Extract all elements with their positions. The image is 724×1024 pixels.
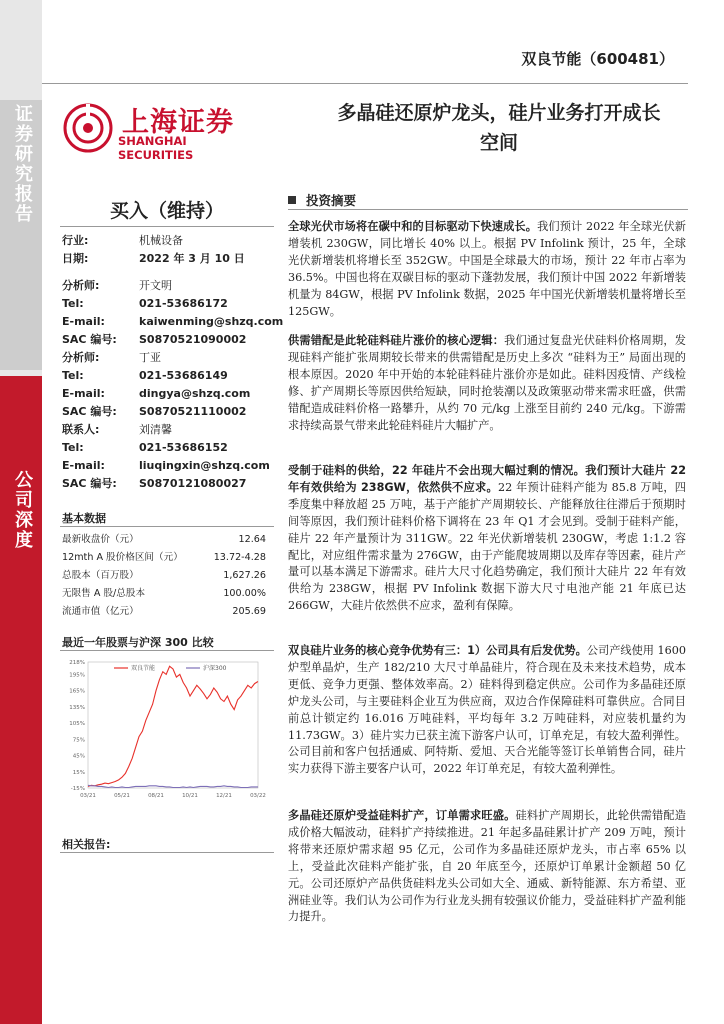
table-row — [62, 603, 266, 621]
analyst-row — [62, 457, 283, 475]
data-label: 最新收盘价（元） — [62, 534, 139, 545]
legend-label: 沪深300 — [203, 665, 227, 672]
analyst-label: 分析师: — [62, 351, 100, 364]
analyst-value: 021-53686149 — [139, 369, 228, 382]
table-row — [62, 567, 266, 585]
report-title — [290, 98, 708, 158]
analyst-value: S0870121080027 — [139, 477, 247, 490]
info-value: 机械设备 — [139, 234, 183, 247]
paragraph-body: 我们预计 2022 年全球光伏新增装机 230GW，同比增长 40% 以上。根据 PV Infolink 预计，25 年，全球光伏新增装机将增长至 352GW。中国是全球最大的市场，预计 22 年市占率为 36.5%。中国也将在双碳目标的驱动下蓬勃发展，我们预计中国 2022 年新增装机量为 84GW，根据 PV Infolink 数据，2025 年中国光伏新增装机量将增长至 125GW。 — [288, 220, 686, 318]
analyst-label: 分析师: — [62, 279, 100, 292]
summary-paragraph — [288, 808, 686, 926]
analyst-value: 021-53686152 — [139, 441, 228, 454]
summary-divider — [288, 209, 688, 210]
report-title-line: 空间 — [479, 132, 518, 154]
x-tick-label: 12/21 — [216, 793, 232, 799]
analyst-row — [62, 313, 283, 331]
report-info — [62, 232, 283, 493]
analyst-label: Tel: — [62, 441, 84, 454]
summary-paragraph — [288, 219, 686, 320]
analyst-value: S0870521090002 — [139, 333, 247, 346]
x-tick-label: 08/21 — [148, 793, 164, 799]
paragraph-body: 硅料扩产周期长，此轮供需错配造成价格大幅波动，硅料扩产持续推进。21 年起多晶硅累计扩产 209 万吨，预计将带来还原炉需求超 95 亿元，公司作为多晶硅还原炉龙头，市占率 65% 以上，受益此次硅料产能扩张，自 20 年底至今，还原炉订单累计金额超 50 亿元。公司还原炉产品供货硅料龙头公司如大全、通威、新特能源、东方希望、亚洲硅业等。我们认为公司作为行业龙头拥有较强议价能力，受益硅料扩产盈利能力提升。 — [288, 809, 686, 924]
data-value: 12.64 — [238, 534, 266, 545]
analyst-row — [62, 277, 283, 295]
stock-price-line — [88, 666, 258, 786]
data-value: 205.69 — [232, 606, 266, 617]
analyst-row — [62, 439, 283, 457]
summary-heading — [288, 191, 356, 209]
analyst-label: E-mail: — [62, 387, 105, 400]
data-value: 13.72-4.28 — [213, 552, 266, 563]
stock-comparison-chart — [58, 654, 272, 802]
info-label: 日期: — [62, 252, 89, 265]
analyst-value: 丁亚 — [139, 351, 161, 364]
basic-data-table — [62, 531, 266, 621]
related-divider — [60, 852, 274, 853]
table-row — [62, 531, 266, 549]
info-row — [62, 250, 283, 268]
table-row — [62, 585, 266, 603]
analyst-label: SAC 编号: — [62, 477, 117, 490]
chart-frame — [88, 662, 258, 788]
analyst-label: Tel: — [62, 297, 84, 310]
analyst-value: 021-53686172 — [139, 297, 228, 310]
info-row — [62, 232, 283, 250]
y-tick-label: 75% — [72, 737, 85, 744]
logo-emblem-icon — [62, 102, 114, 154]
analyst-row — [62, 475, 283, 493]
analyst-row — [62, 385, 283, 403]
report-title-line: 多晶硅还原炉龙头，硅片业务打开成长 — [337, 102, 661, 124]
y-tick-label: -15% — [70, 786, 85, 792]
summary-paragraph — [288, 463, 686, 615]
basic-data-title: 基本数据 — [62, 512, 106, 525]
legend-label: 双良节能 — [131, 665, 156, 672]
x-tick-label: 03/22 — [250, 793, 266, 799]
header-divider — [42, 83, 688, 84]
paragraph-body: 我们通过复盘光伏硅料价格周期，发现硅料产能扩张周期较长带来的供需错配是历史上多次 “硅料为王” 局面出现的根本原因。2020 年中开始的本轮硅料硅片涨价亦是如此。硅料因疫情、产线检修、扩产周期长等原因供给短缺，同时抢装潮以及政策驱动带来需求旺盛，供需错配造成硅料价格一路攀升，从约 70 元/kg 上涨至目前约 240 元/kg。下游需求持续高景气带来此轮硅料硅片大幅扩产。 — [288, 334, 686, 432]
basic-data-divider — [60, 526, 274, 527]
paragraph-lead: 受制于硅料的供给，22 年硅片不会出现大幅过剩的情况。我们预计大硅片 22 年有效供给为 238GW，依然供不应求。 — [288, 464, 686, 494]
summary-paragraph — [288, 643, 686, 778]
analyst-email[interactable]: kaiwenming@shzq.com — [139, 315, 284, 328]
analyst-row — [62, 349, 283, 367]
paragraph-lead: 多晶硅还原炉受益硅料扩产，订单需求旺盛。 — [288, 809, 516, 822]
analyst-value: S0870521110002 — [139, 405, 247, 418]
logo-en-text: SHANGHAI SECURITIES — [118, 134, 194, 162]
analyst-email[interactable]: dingya@shzq.com — [139, 387, 251, 400]
analyst-label: E-mail: — [62, 459, 105, 472]
y-tick-label: 195% — [69, 672, 85, 679]
analyst-row — [62, 295, 283, 313]
sidebar-report-type: 证券研究报告 — [12, 104, 33, 224]
chart-title: 最近一年股票与沪深 300 比较 — [62, 636, 214, 649]
sidebar-section-label: 公司深度 — [12, 470, 33, 550]
analyst-label: 联系人: — [62, 423, 100, 436]
paragraph-body: 公司产线使用 1600 炉型单晶炉，生产 182/210 大尺寸单晶硅片，符合现在及未来技术趋势，成本更低、竞争力更强、整体效率高。2）硅料得到稳定供应。公司作为多晶硅还原炉龙头公司，与主要硅料企业互为供应商，双边合作保障硅料可靠供应。合同目前总计锁定约 16.016 万吨硅料，平均每年 3.2 万吨硅料，对应装机量约为 11.73GW。3）硅片实力已获主流下游客户认可，订单充足，有较大盈利弹性。公司目前和客户包括通威、阿特斯、爱旭、天合光能等签订长单销售合同，硅片实力获得下游主要客户认可，2022 年订单充足，有较大盈利弹性。 — [288, 644, 687, 776]
y-tick-label: 135% — [69, 704, 85, 711]
company-logo — [62, 100, 252, 160]
data-label: 流通市值（亿元） — [62, 606, 139, 617]
paragraph-body: 22 年预计硅料产能为 85.8 万吨，四季度集中释放超 25 万吨，基于产能扩产周期较长、产能释放往往滞后于预期时间等原因，我们预计硅料价格下调将在 23 年 Q1 才会见到。受制于硅料产能，硅片 22 年产量预计为 311GW。22 年光伏新增装机 230GW，考虑 1:1.2 容配比，对应组件需求量为 276GW，由于产能爬坡周期以及库存等因素，硅片产量可以基本满足下游需求。硅片大尺寸化趋势确定，我们预计大硅片 22 年有效供给为 238GW，根据 PV Infolink 数据下游大尺寸电池产能 21 年底已达 266GW，大硅片依然供不应求，盈利有保障。 — [288, 480, 686, 613]
x-tick-label: 03/21 — [80, 793, 96, 799]
analyst-value: 刘清馨 — [139, 423, 172, 436]
y-tick-label: 45% — [72, 753, 85, 760]
y-tick-label: 218% — [69, 660, 85, 666]
info-label: 行业: — [62, 234, 89, 247]
summary-paragraph — [288, 333, 686, 434]
analyst-label: SAC 编号: — [62, 333, 117, 346]
analyst-row — [62, 421, 283, 439]
analyst-row — [62, 367, 283, 385]
analyst-row — [62, 331, 283, 349]
rating-divider — [60, 226, 274, 227]
logo-cn-text: 上海证券 — [122, 107, 234, 138]
data-label: 总股本（百万股） — [62, 570, 139, 581]
data-value: 100.00% — [223, 588, 266, 599]
analyst-label: Tel: — [62, 369, 84, 382]
x-tick-label: 10/21 — [182, 793, 198, 799]
y-tick-label: 15% — [72, 769, 85, 776]
table-row — [62, 549, 266, 567]
analyst-row — [62, 403, 283, 421]
data-label: 无限售 A 股/总股本 — [62, 588, 146, 599]
data-value: 1,627.26 — [223, 570, 266, 581]
x-tick-label: 05/21 — [114, 793, 130, 799]
sidebar — [0, 0, 42, 1024]
paragraph-lead: 供需错配是此轮硅料硅片涨价的核心逻辑： — [288, 334, 505, 347]
info-value: 2022 年 3 月 10 日 — [139, 252, 245, 265]
investment-rating: 买入（维持） — [109, 200, 224, 222]
related-reports-label: 相关报告: — [62, 838, 111, 851]
analyst-label: E-mail: — [62, 315, 105, 328]
y-tick-label: 165% — [69, 688, 85, 695]
stock-ticker: 双良节能（600481） — [521, 50, 674, 68]
analyst-label: SAC 编号: — [62, 405, 117, 418]
paragraph-lead: 双良硅片业务的核心竞争优势有三：1）公司具有后发优势。 — [288, 644, 587, 657]
analyst-email[interactable]: liuqingxin@shzq.com — [139, 459, 270, 472]
chart-divider — [60, 650, 274, 651]
analyst-value: 开文明 — [139, 279, 172, 292]
summary-heading-text: 投资摘要 — [306, 193, 357, 208]
index-line — [88, 785, 258, 787]
bullet-square-icon — [288, 196, 296, 204]
y-tick-label: 105% — [69, 721, 85, 728]
paragraph-lead: 全球光伏市场将在碳中和的目标驱动下快速成长。 — [288, 220, 538, 233]
data-label: 12mth A 股价格区间（元） — [62, 552, 183, 563]
